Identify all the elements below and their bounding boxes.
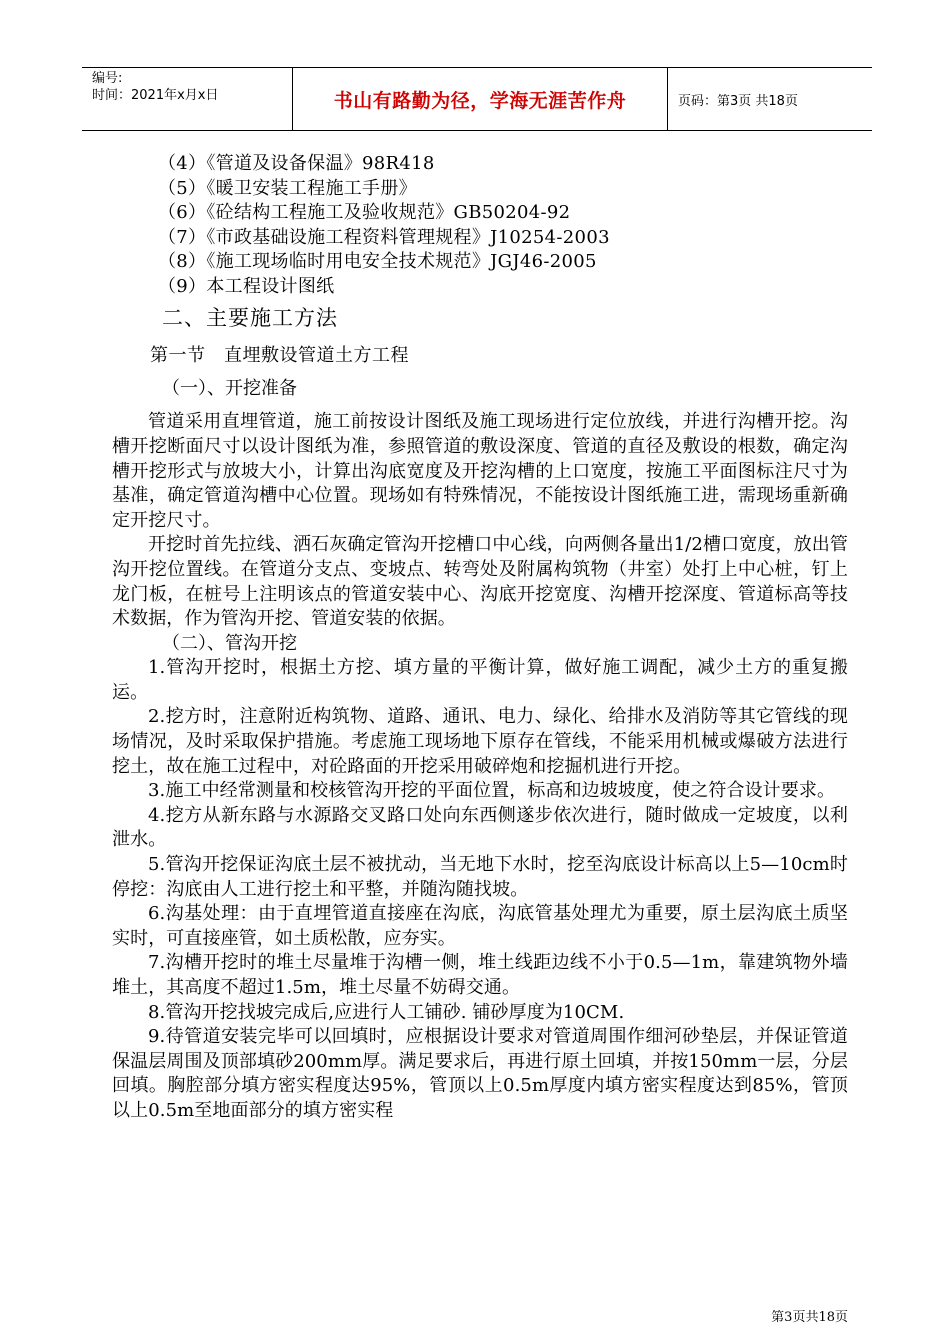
part2-title: （二）、管沟开挖 xyxy=(162,632,297,654)
reference-item: （9）本工程设计图纸 xyxy=(158,275,335,297)
document-body xyxy=(112,152,848,1124)
list-item: 4.挖方从新东路与水源路交叉路口处向东西侧遂步依次进行，随时做成一定坡度，以利泄水。 xyxy=(112,804,848,851)
section-title: 二、主要施工方法 xyxy=(162,305,338,330)
list-item: 9.待管道安装完毕可以回填时，应根据设计要求对管道周围作细河砂垫层，并保证管道保温层周围及顶部填砂200mm厚。满足要求后，再进行原土回填，并按150mm一层，分层回填。胸腔部分填方密实程度达95%，管顶以上0.5m厚度内填方密实程度达到85%，管顶以上0.5m至地面部分的填方密实程 xyxy=(112,1026,848,1121)
header-meta xyxy=(82,68,293,130)
reference-item: （4）《管道及设备保温》98R418 xyxy=(158,153,435,174)
paragraph: 开挖时首先拉线、洒石灰确定管沟开挖槽口中心线，向两侧各量出1/2槽口宽度，放出管沟开挖位置线。在管道分支点、变坡点、转弯处及附属构筑物（井室）处打上中心桩，钉上龙门板，在桩号上注明该点的管道安装中心、沟底开挖宽度、沟槽开挖深度、管道标高等技术数据，作为管沟开挖、管道安装的依据。 xyxy=(112,534,848,630)
header-page-info: 页码：第3页 共18页 xyxy=(678,93,798,109)
list-item: 5.管沟开挖保证沟底土层不被扰动，当无地下水时，挖至沟底设计标高以上5—10cm时停挖：沟底由人工进行挖土和平整，并随沟随找坡。 xyxy=(112,854,848,900)
page-footer: 第3页共18页 xyxy=(771,1310,848,1325)
number-label: 编号: xyxy=(92,71,123,86)
part1-title: （一）、开挖准备 xyxy=(162,377,297,399)
list-item: 8.管沟开挖找坡完成后,应进行人工铺砂. 铺砂厚度为10CM. xyxy=(148,1001,625,1023)
reference-item: （5）《暖卫安装工程施工手册》 xyxy=(158,177,417,199)
reference-item: （8）《施工现场临时用电安全技术规范》JGJ46-2005 xyxy=(158,251,597,273)
page-header xyxy=(82,67,872,131)
subsection-title: 第一节 直埋敷设管道土方工程 xyxy=(150,345,409,367)
time-label: 时间：2021年x月x日 xyxy=(92,88,219,103)
reference-item: （6）《砼结构工程施工及验收规范》GB50204-92 xyxy=(158,202,571,224)
paragraph: 管道采用直埋管道，施工前按设计图纸及施工现场进行定位放线，并进行沟槽开挖。沟槽开挖断面尺寸以设计图纸为准，参照管道的敷设深度、管道的直径及敷设的根数，确定沟槽开挖形式与放坡大小，计算出沟底宽度及开挖沟槽的上口宽度，按施工平面图标注尺寸为基准，确定管道沟槽中心位置。现场如有特殊情况，不能按设计图纸施工进，需现场重新确定开挖尺寸。 xyxy=(112,411,848,531)
header-motto-cell xyxy=(293,68,668,130)
reference-item: （7）《市政基础设施工程资料管理规程》J10254-2003 xyxy=(158,226,610,248)
list-item: 7.沟槽开挖时的堆土尽量堆于沟槽一侧，堆土线距边线不小于0.5—1m，靠建筑物外墙堆土，其高度不超过1.5m，堆土尽量不妨碍交通。 xyxy=(112,952,848,998)
list-item: 1.管沟开挖时，根据土方挖、填方量的平衡计算，做好施工调配，减少土方的重复搬运。 xyxy=(112,657,848,703)
list-item: 2.挖方时，注意附近构筑物、道路、通讯、电力、绿化、给排水及消防等其它管线的现场情况，及时采取保护措施。考虑施工现场地下原存在管线，不能采用机械或爆破方法进行挖土，故在施工过程中，对砼路面的开挖采用破碎炮和挖掘机进行开挖。 xyxy=(112,706,848,777)
list-item: 3.施工中经常测量和校核管沟开挖的平面位置，标高和边坡坡度，使之符合设计要求。 xyxy=(148,780,836,802)
list-item: 6.沟基处理：由于直埋管道直接座在沟底，沟底管基处理尤为重要，原土层沟底土质坚实时，可直接座管，如土质松散，应夯实。 xyxy=(112,903,848,949)
header-motto: 书山有路勤为径，学海无涯苦作舟 xyxy=(333,89,627,112)
